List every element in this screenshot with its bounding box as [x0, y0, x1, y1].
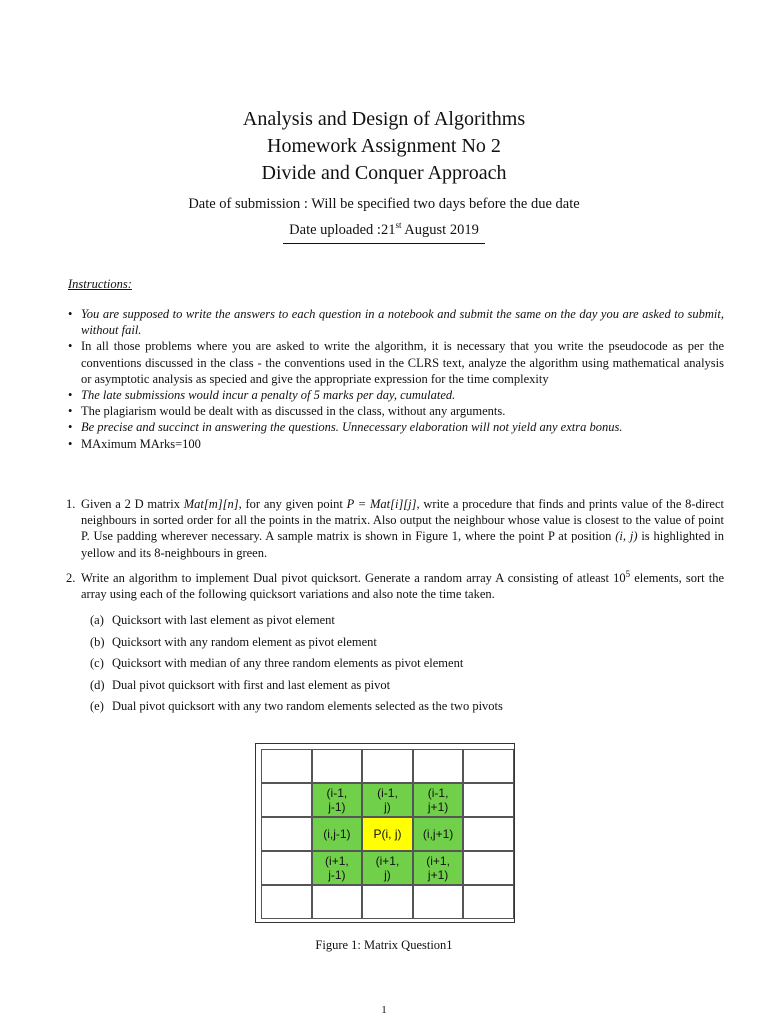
matrix-cell: (i-1, j+1) [413, 783, 464, 817]
submission-date: Date of submission : Will be specified two days before the due date [188, 196, 580, 212]
problem-2: 2. Write an algorithm to implement Dual pivot quicksort. Generate a random array A consisting of atleast $10^5$ elements, sort the array using each of the following quicksort variations and also note the time taken. (a) Quicksort with last element as pivot element (b) Quicksort with any random element as pivot element (c) Quicksort with median of any three random elements as pivot element (d) Dual pivot quicksort with first and last element as pivot (e) Dual pivot quicksort with any two random elements selected as the two pivots [66, 568, 724, 714]
matrix-cell [261, 749, 312, 783]
bullet-icon: • [68, 307, 73, 321]
matrix-cell: (i-1, j-1) [312, 783, 363, 817]
list-item: • The plagiarism would be dealt with as discussed in the class, without any arguments. [68, 404, 506, 419]
matrix-cell: (i+1, j+1) [413, 851, 464, 885]
matrix-grid [261, 749, 514, 919]
matrix-cell: (i-1, j) [362, 783, 413, 817]
list-item: (a) Quicksort with last element as pivot element [90, 613, 335, 628]
matrix-cell [463, 885, 514, 919]
problem-1: 1. Given a 2 D matrix Mat[m][n], for any given point P = Mat[i][j], write a procedure that finds and prints value of the 8-direct neighbours in sorted order for all the points in the matrix. Also output the neighbour whose value is closest to the value of point P. Use padding wherever necessary. A sample matrix is shown in Figure 1, where the point P at position (i, j) is highlighted in yellow and its 8-neighbours in green. [66, 497, 724, 560]
list-item: • MAximum MArks=100 [68, 436, 201, 451]
list-item: • The late submissions would incur a penalty of 5 marks per day, cumulated. [68, 388, 456, 403]
bullet-icon: • [68, 404, 73, 419]
matrix-cell: (i,j-1) [312, 817, 363, 851]
matrix-cell: (i,j+1) [413, 817, 464, 851]
matrix-cell [463, 851, 514, 885]
matrix-cell [463, 749, 514, 783]
matrix-cell [413, 749, 464, 783]
matrix-cell: (i+1, j-1) [312, 851, 363, 885]
matrix-cell [362, 749, 413, 783]
bullet-icon: • [68, 388, 73, 403]
list-item: • You are supposed to write the answers to each question in a notebook and submit the same on the day you are asked to submit, without fail. [68, 307, 724, 338]
matrix-cell [261, 851, 312, 885]
matrix-cell [413, 885, 464, 919]
title-topic: Divide and Conquer Approach [261, 162, 507, 184]
matrix-figure [255, 743, 515, 923]
title-course: Analysis and Design of Algorithms [242, 108, 526, 130]
figure-caption: Figure 1: Matrix Question1 [315, 938, 453, 952]
matrix-cell [463, 817, 514, 851]
bullet-icon: • [68, 339, 73, 354]
instructions-heading: Instructions: [68, 277, 132, 291]
title-assignment: Homework Assignment No 2 [267, 135, 501, 157]
matrix-cell: (i+1, j) [362, 851, 413, 885]
list-item: (e) Dual pivot quicksort with any two random elements selected as the two pivots [90, 699, 503, 714]
upload-date: Date uploaded :21st August 2019 [0, 222, 768, 244]
matrix-cell [362, 885, 413, 919]
matrix-cell [261, 817, 312, 851]
bullet-icon: • [68, 420, 73, 435]
page-number: 1 [381, 1004, 387, 1016]
list-item: • Be precise and succinct in answering the questions. Unnecessary elaboration will not yield any extra bonus. [68, 420, 623, 435]
list-item: • In all those problems where you are asked to write the algorithm, it is necessary that you write the pseudocode as per the conventions discussed in the class - the conventions used in the CLRS text, analyze the algorithm using mathematical analysis or asymptotic analysis as specied and give the appropriate expression for the time complexity [68, 339, 724, 386]
matrix-cell [261, 885, 312, 919]
problem-2-variations [90, 612, 724, 714]
matrix-cell [463, 783, 514, 817]
problem-list [66, 496, 724, 723]
matrix-cell [312, 749, 363, 783]
instructions-list [68, 306, 724, 452]
list-item: (d) Dual pivot quicksort with first and last element as pivot [90, 677, 391, 692]
matrix-cell: P(i, j) [362, 817, 413, 851]
matrix-cell [261, 783, 312, 817]
list-item: (c) Quicksort with median of any three random elements as pivot element [90, 656, 464, 671]
matrix-cell [312, 885, 363, 919]
list-item: (b) Quicksort with any random element as pivot element [90, 634, 377, 649]
bullet-icon: • [68, 436, 73, 451]
